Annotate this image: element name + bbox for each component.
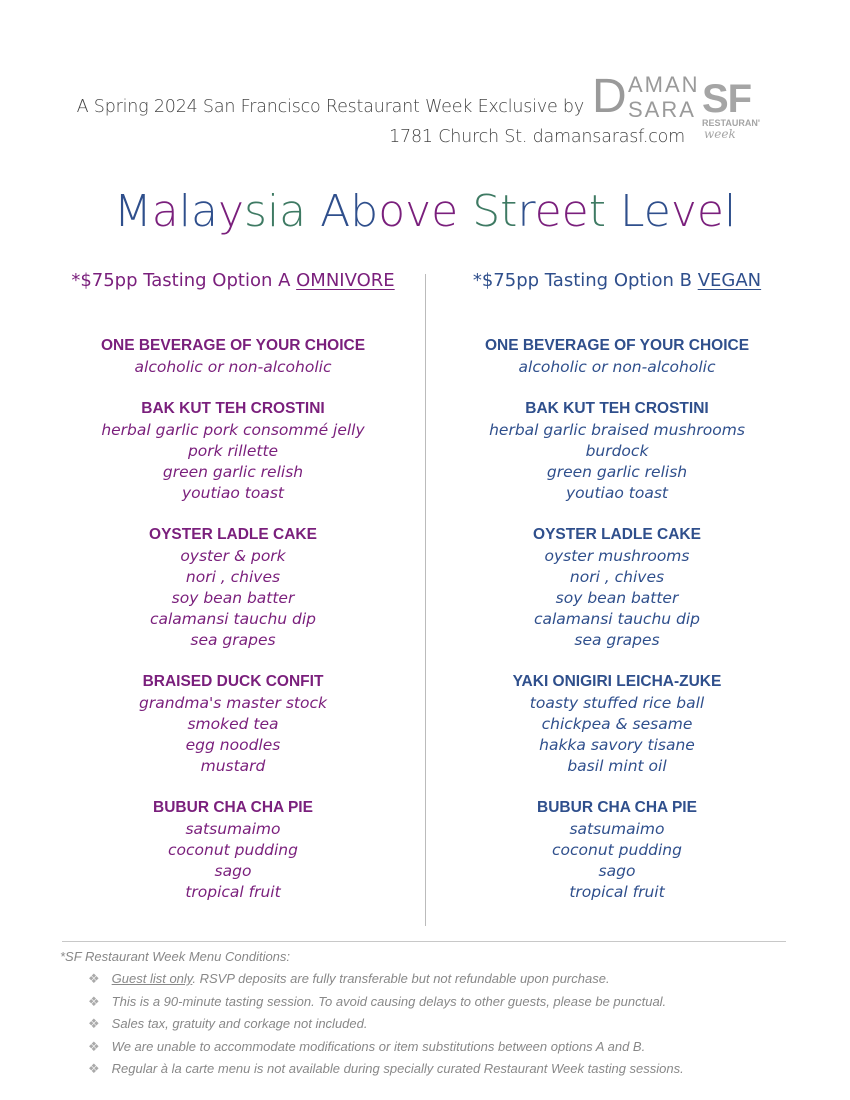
course [43, 524, 423, 651]
title-letter: a [279, 186, 307, 237]
bullet-icon: ❖ [88, 1038, 100, 1054]
course-item: oyster mushrooms [544, 547, 690, 565]
course [427, 335, 807, 378]
title-letter [606, 186, 620, 237]
course [43, 797, 423, 903]
title-letter: e [534, 186, 562, 237]
course-item: sea grapes [190, 631, 276, 649]
title-letter: S [472, 186, 501, 237]
title-letter: e [431, 186, 459, 237]
course-item: chickpea & sesame [541, 715, 693, 733]
title-letter: e [643, 186, 671, 237]
header-address: 1781 Church St. damansarasf.com [389, 127, 685, 147]
title-letter: r [517, 186, 535, 237]
condition-item [88, 1058, 684, 1081]
course-item: nori , chives [185, 568, 281, 586]
course-name: ONE BEVERAGE OF YOUR CHOICE [100, 337, 366, 354]
option-price: *$75pp Tasting Option B [472, 270, 698, 291]
course [427, 797, 807, 903]
course-item: herbal garlic braised mushrooms [489, 421, 745, 439]
guest-list-link: Guest list only [111, 971, 193, 986]
page-title [0, 186, 850, 237]
course-item: mustard [200, 757, 266, 775]
course-name: BAK KUT TEH CROSTINI [525, 400, 709, 417]
condition-text: We are unable to accommodate modifications or item substitutions between options A and B. [111, 1038, 646, 1054]
course-name: ONE BEVERAGE OF YOUR CHOICE [484, 337, 750, 354]
title-letter: b [350, 186, 379, 237]
option-heading [427, 270, 807, 291]
logo-week: week [704, 127, 736, 141]
course-item: satsumaimo [185, 820, 281, 838]
logo-sf: SF [702, 77, 752, 121]
title-letter: o [378, 186, 406, 237]
course-name: BUBUR CHA CHA PIE [153, 799, 313, 816]
course-item: tropical fruit [569, 883, 665, 901]
option-price: *$75pp Tasting Option A [71, 270, 297, 291]
title-letter: s [244, 186, 267, 237]
title-letter [306, 186, 320, 237]
logo-letter: D [592, 70, 629, 123]
course-item: tropical fruit [185, 883, 281, 901]
title-letter: i [266, 186, 280, 237]
condition-text: This is a 90-minute tasting session. To avoid causing delays to other guests, please be punctual. [111, 993, 667, 1009]
course-item: nori , chives [569, 568, 665, 586]
option-type: OMNIVORE [296, 270, 395, 291]
course-item: soy bean batter [171, 589, 295, 607]
course-item: basil mint oil [567, 757, 667, 775]
course [427, 671, 807, 777]
title-letter: l [178, 186, 191, 237]
condition-item [88, 968, 684, 991]
damansara-logo [592, 70, 700, 123]
logo-restaurant: RESTAURAN' [702, 118, 760, 128]
condition-item [88, 1036, 684, 1059]
course-item: burdock [585, 442, 649, 460]
condition-item [88, 1013, 684, 1036]
sf-restaurant-week-logo [702, 77, 760, 141]
course-item: oyster & pork [180, 547, 286, 565]
course-item: coconut pudding [168, 841, 298, 859]
section-rule [62, 941, 786, 942]
course-item: calamansi tauchu dip [149, 610, 317, 628]
course-item: grandma's master stock [139, 694, 327, 712]
course-item: alcoholic or non-alcoholic [134, 358, 332, 376]
course [43, 398, 423, 504]
logo-top: AMAN [628, 72, 700, 97]
title-letter: t [500, 186, 518, 237]
course [427, 524, 807, 651]
course-item: youtiao toast [566, 484, 668, 502]
course-item: satsumaimo [569, 820, 665, 838]
title-letter: a [190, 186, 218, 237]
course-item: green garlic relish [162, 463, 304, 481]
condition-text: Sales tax, gratuity and corkage not included. [111, 1016, 368, 1031]
course-item: alcoholic or non-alcoholic [518, 358, 716, 376]
course-item: sea grapes [574, 631, 660, 649]
header-tagline: A Spring 2024 San Francisco Restaurant Week Exclusive by [76, 97, 584, 117]
title-letter: t [588, 186, 606, 237]
title-letter: e [696, 186, 724, 237]
title-letter: A [320, 186, 351, 237]
course-item: sago [214, 862, 252, 880]
course [427, 398, 807, 504]
course-item: green garlic relish [546, 463, 688, 481]
course-item: hakka savory tisane [539, 736, 695, 754]
conditions-heading: *SF Restaurant Week Menu Conditions: [60, 949, 291, 964]
option-b-column [427, 270, 807, 923]
option-a-column [43, 270, 423, 923]
conditions [60, 949, 684, 1081]
title-letter: v [670, 186, 697, 237]
course-name: BUBUR CHA CHA PIE [537, 799, 697, 816]
title-letter: v [405, 186, 432, 237]
course-item: pork rillette [187, 442, 279, 460]
title-letter: e [561, 186, 589, 237]
bullet-icon: ❖ [88, 993, 100, 1009]
course-item: calamansi tauchu dip [533, 610, 701, 628]
course [43, 671, 423, 777]
bullet-icon: ❖ [88, 1061, 100, 1076]
condition-text: Regular à la carte menu is not available during specially curated Restaurant Week tasting sessions. [111, 1061, 684, 1076]
option-heading [43, 270, 423, 291]
bullet-icon: ❖ [88, 971, 100, 986]
course-item: toasty stuffed rice ball [529, 694, 705, 712]
bullet-icon: ❖ [88, 1016, 100, 1031]
course-name: YAKI ONIGIRI LEICHA-ZUKE [512, 673, 722, 690]
course-name: BRAISED DUCK CONFIT [142, 673, 324, 690]
course [43, 335, 423, 378]
title-letter: l [723, 186, 737, 237]
course-item: sago [598, 862, 636, 880]
title-letter: y [217, 186, 244, 237]
course-name: OYSTER LADLE CAKE [149, 526, 317, 543]
course-item: smoked tea [187, 715, 279, 733]
course-item: coconut pudding [552, 841, 682, 859]
course-name: OYSTER LADLE CAKE [533, 526, 701, 543]
course-item: soy bean batter [555, 589, 679, 607]
course-item: youtiao toast [182, 484, 284, 502]
title-letter: L [619, 186, 644, 237]
course-name: BAK KUT TEH CROSTINI [141, 400, 325, 417]
title-letter: M [113, 186, 152, 237]
title-letter: a [151, 186, 179, 237]
conditions-list [60, 968, 684, 1081]
logo-bottom: SARA [628, 97, 696, 122]
title-letter [458, 186, 472, 237]
condition-item [88, 991, 684, 1014]
option-type: VEGAN [697, 270, 762, 291]
condition-text: . RSVP deposits are fully transferable but not refundable upon purchase. [192, 971, 610, 986]
course-item: egg noodles [185, 736, 281, 754]
column-divider [425, 274, 426, 926]
course-item: herbal garlic pork consommé jelly [101, 421, 365, 439]
